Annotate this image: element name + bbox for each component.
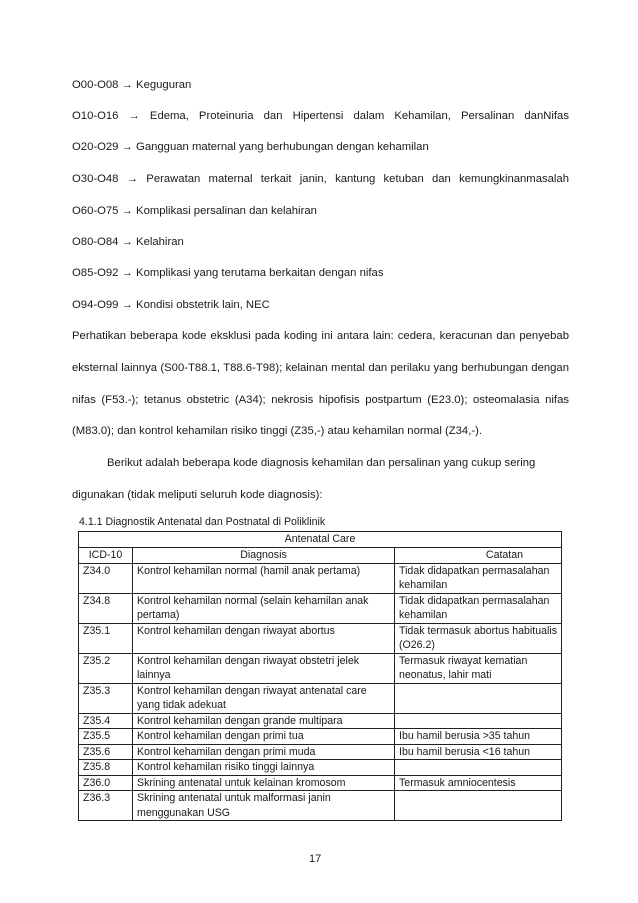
note-cell	[395, 713, 562, 729]
table-caption: Antenatal Care	[79, 532, 562, 548]
diagnosis-cell: Kontrol kehamilan dengan grande multipara	[133, 713, 395, 729]
diagnosis-cell: Skrining antenatal untuk kelainan kromosom	[133, 775, 395, 791]
note-cell: Termasuk amniocentesis	[395, 775, 562, 791]
paragraph-line: (M83.0); dan kontrol kehamilan risiko tinggi (Z35,-) atau kehamilan normal (Z34,-).	[72, 425, 482, 437]
paragraph-line: Berikut adalah beberapa kode diagnosis kehamilan dan persalinan yang cukup sering	[107, 457, 536, 469]
note-cell	[395, 760, 562, 776]
antenatal-care-table	[78, 531, 562, 821]
table-row	[79, 563, 562, 593]
icd-code: Z36.3	[79, 791, 133, 821]
chapter-range-line: O80-O84 → Kelahiran	[72, 236, 184, 248]
diagnosis-cell: Kontrol kehamilan dengan riwayat abortus	[133, 623, 395, 653]
icd-code: Z36.0	[79, 775, 133, 791]
icd-code: Z34.8	[79, 593, 133, 623]
diagnosis-cell: Kontrol kehamilan normal (hamil anak pertama)	[133, 563, 395, 593]
icd-code: Z35.2	[79, 653, 133, 683]
chapter-range-line: O00-O08 → Keguguran	[72, 79, 192, 91]
table-row	[79, 729, 562, 745]
note-cell: Tidak didapatkan permasalahan kehamilan	[395, 593, 562, 623]
note-cell	[395, 791, 562, 821]
icd-code: Z35.1	[79, 623, 133, 653]
diagnosis-cell: Kontrol kehamilan dengan primi tua	[133, 729, 395, 745]
table-row	[79, 713, 562, 729]
diagnosis-cell: Kontrol kehamilan dengan riwayat antenatal care yang tidak adekuat	[133, 683, 395, 713]
note-cell: Ibu hamil berusia >35 tahun	[395, 729, 562, 745]
chapter-range-line: O60-O75 → Komplikasi persalinan dan kelahiran	[72, 205, 317, 217]
page-number: 17	[309, 853, 322, 865]
diagnosis-cell: Skrining antenatal untuk malformasi janin menggunakan USG	[133, 791, 395, 821]
table-row	[79, 593, 562, 623]
table-row	[79, 791, 562, 821]
table-row	[79, 744, 562, 760]
chapter-range-line: O94-O99 → Kondisi obstetrik lain, NEC	[72, 299, 270, 311]
column-header: Diagnosis	[133, 548, 395, 564]
note-cell: Ibu hamil berusia <16 tahun	[395, 744, 562, 760]
column-header: ICD-10	[79, 548, 133, 564]
paragraph-line: eksternal lainnya (S00-T88.1, T88.6-T98); kelainan mental dan perilaku yang berhubungan dengan	[72, 362, 569, 374]
note-cell: Tidak didapatkan permasalahan kehamilan	[395, 563, 562, 593]
icd-code: Z35.5	[79, 729, 133, 745]
column-header: Catatan	[395, 548, 562, 564]
diagnosis-cell: Kontrol kehamilan dengan riwayat obstetri jelek lainnya	[133, 653, 395, 683]
paragraph-line: nifas (F53.-); tetanus obstetric (A34); nekrosis hipofisis postpartum (E23.0); osteomalasia nifas	[72, 394, 569, 406]
chapter-range-line: O85-O92 → Komplikasi yang terutama berkaitan dengan nifas	[72, 267, 384, 279]
paragraph-line: digunakan (tidak meliputi seluruh kode diagnosis):	[72, 489, 323, 501]
icd-code: Z35.4	[79, 713, 133, 729]
icd-code: Z35.6	[79, 744, 133, 760]
note-cell: Termasuk riwayat kematian neonatus, lahir mati	[395, 653, 562, 683]
icd-code: Z34.0	[79, 563, 133, 593]
diagnosis-cell: Kontrol kehamilan dengan primi muda	[133, 744, 395, 760]
chapter-range-line: O10-O16 → Edema, Proteinuria dan Hipertensi dalam Kehamilan, Persalinan danNifas	[72, 110, 569, 122]
chapter-range-line: O30-O48 → Perawatan maternal terkait janin, kantung ketuban dan kemungkinanmasalah	[72, 173, 569, 185]
table-row	[79, 775, 562, 791]
diagnosis-cell: Kontrol kehamilan risiko tinggi lainnya	[133, 760, 395, 776]
chapter-range-line: O20-O29 → Gangguan maternal yang berhubungan dengan kehamilan	[72, 141, 429, 153]
note-cell	[395, 683, 562, 713]
table-row	[79, 760, 562, 776]
table-row	[79, 653, 562, 683]
section-title: 4.1.1 Diagnostik Antenatal dan Postnatal di Poliklinik	[79, 516, 326, 528]
paragraph-line: Perhatikan beberapa kode eksklusi pada koding ini antara lain: cedera, keracunan dan penyebab	[72, 330, 569, 342]
note-cell: Tidak termasuk abortus habitualis (O26.2)	[395, 623, 562, 653]
table-row	[79, 623, 562, 653]
icd-code: Z35.8	[79, 760, 133, 776]
diagnosis-cell: Kontrol kehamilan normal (selain kehamilan anak pertama)	[133, 593, 395, 623]
icd-code: Z35.3	[79, 683, 133, 713]
table-row	[79, 683, 562, 713]
